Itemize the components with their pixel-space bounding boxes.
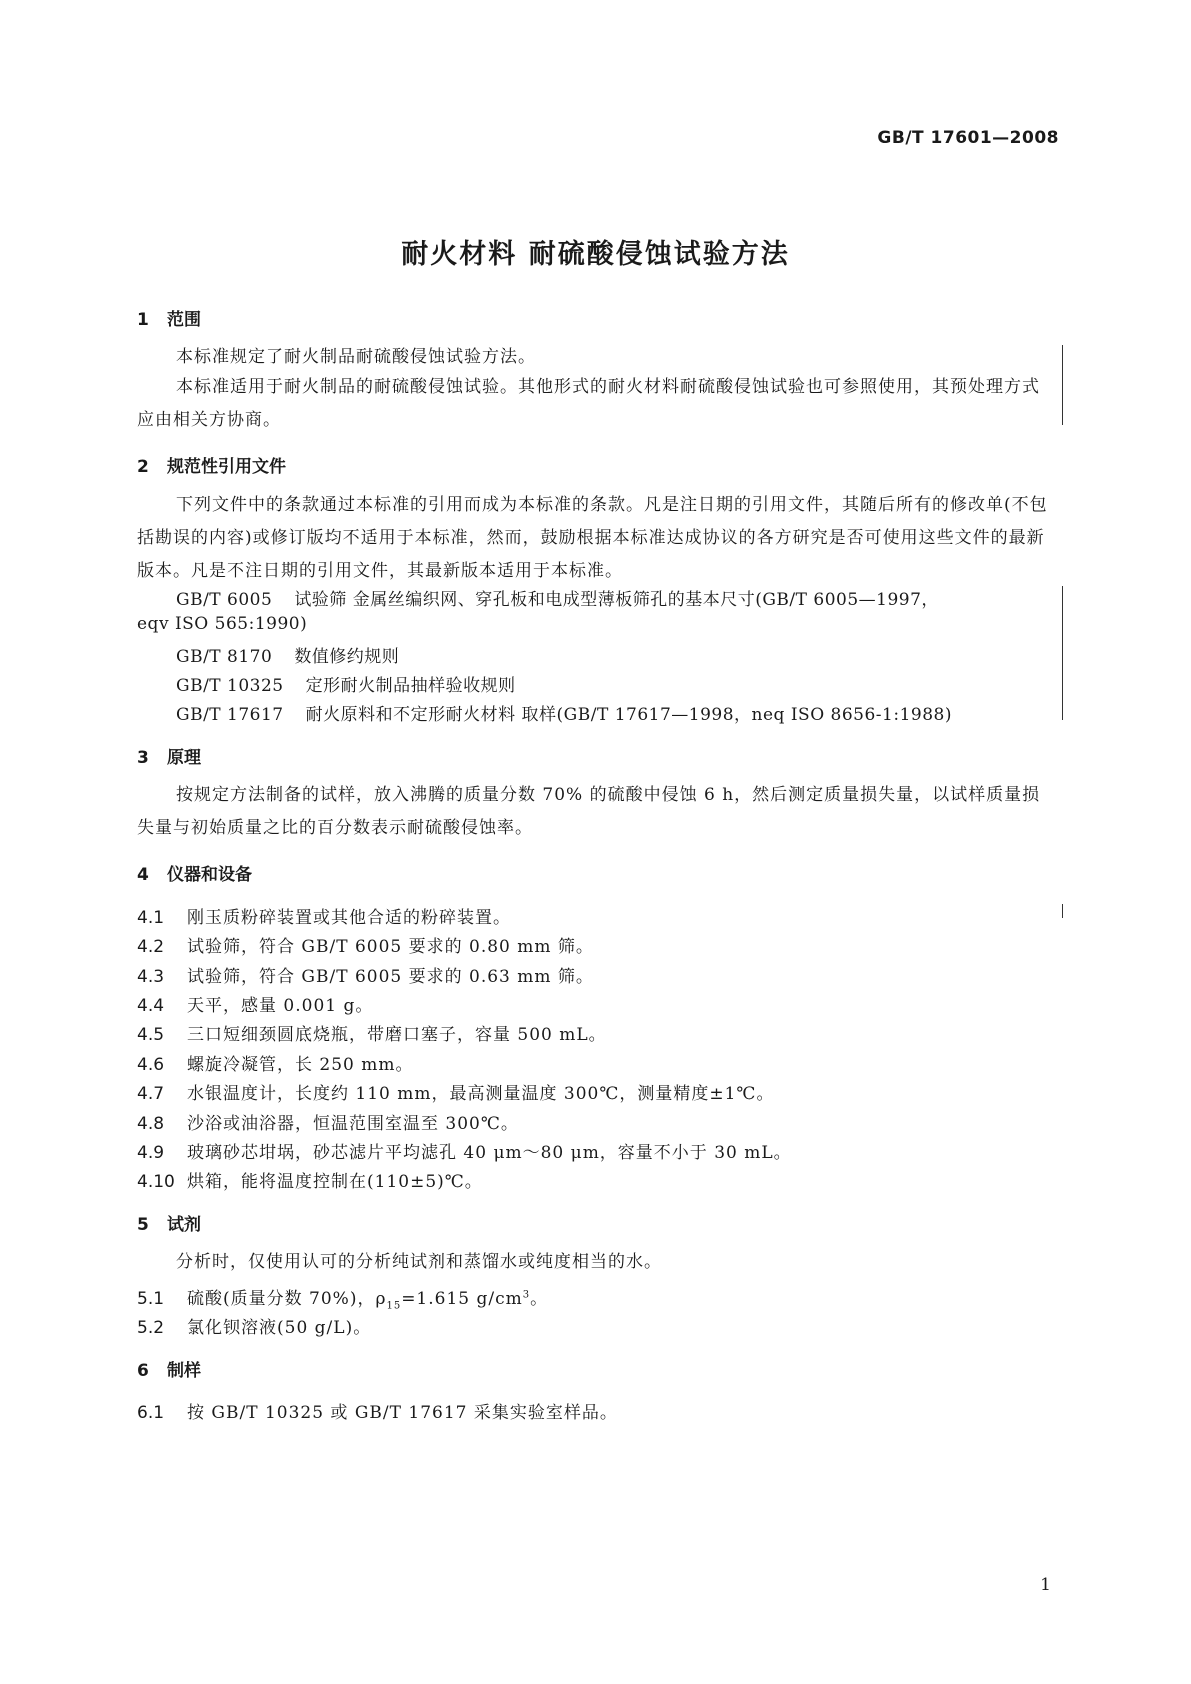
reference-item <box>176 585 939 610</box>
reagent-item <box>137 1313 371 1338</box>
item-text: 硫酸(质量分数 70%)，ρ <box>187 1289 387 1309</box>
unit-superscript: 3 <box>522 1289 531 1301</box>
reference-code: GB/T 6005 <box>176 590 273 610</box>
item-number: 4.8 <box>137 1114 165 1134</box>
section-number: 6 <box>137 1361 149 1381</box>
reference-text: 定形耐火制品抽样验收规则 <box>305 676 516 696</box>
item-text: 。 <box>530 1289 549 1309</box>
section-title: 原理 <box>167 748 201 768</box>
apparatus-item <box>137 932 594 957</box>
page-number: 1 <box>1040 1575 1051 1595</box>
item-number: 4.10 <box>137 1172 175 1192</box>
section-1-heading <box>137 305 201 330</box>
reagent-item <box>137 1284 548 1311</box>
section-title: 规范性引用文件 <box>167 457 286 477</box>
section-number: 2 <box>137 457 149 477</box>
item-text: 烘箱，能将温度控制在(110±5)℃。 <box>187 1172 483 1192</box>
scope-paragraph-1: 本标准规定了耐火制品耐硫酸侵蚀试验方法。 <box>176 347 536 367</box>
item-text: 按 GB/T 10325 或 GB/T 17617 采集实验室样品。 <box>187 1403 618 1423</box>
section-number: 3 <box>137 748 149 768</box>
section-3-heading <box>137 743 201 768</box>
section-4-heading <box>137 860 252 885</box>
item-number: 4.3 <box>137 967 165 987</box>
reference-item <box>176 700 952 725</box>
item-text: 试验筛，符合 GB/T 6005 要求的 0.80 mm 筛。 <box>187 937 594 957</box>
item-text: 试验筛，符合 GB/T 6005 要求的 0.63 mm 筛。 <box>187 967 594 987</box>
item-number: 5.1 <box>137 1289 165 1309</box>
item-text: 刚玉质粉碎装置或其他合适的粉碎装置。 <box>187 908 511 928</box>
apparatus-item <box>137 962 594 987</box>
section-title: 制样 <box>167 1361 201 1381</box>
apparatus-item <box>137 1050 414 1075</box>
item-number: 4.4 <box>137 996 165 1016</box>
reference-item <box>176 671 516 696</box>
item-text: 氯化钡溶液(50 g/L)。 <box>187 1318 372 1338</box>
reagents-paragraph: 分析时，仅使用认可的分析纯试剂和蒸馏水或纯度相当的水。 <box>176 1252 662 1272</box>
item-text: 三口短细颈圆底烧瓶，带磨口塞子，容量 500 mL。 <box>187 1025 607 1045</box>
section-5-heading <box>137 1210 201 1235</box>
reference-code: GB/T 8170 <box>176 647 273 667</box>
item-number: 4.9 <box>137 1143 165 1163</box>
apparatus-item <box>137 903 511 928</box>
section-number: 1 <box>137 310 149 330</box>
item-text: 水银温度计，长度约 110 mm，最高测量温度 300℃，测量精度±1℃。 <box>187 1084 775 1104</box>
reference-code: GB/T 10325 <box>176 676 284 696</box>
standard-number: GB/T 17601—2008 <box>877 128 1059 148</box>
apparatus-item <box>137 1138 792 1163</box>
item-number: 4.1 <box>137 908 165 928</box>
item-text: =1.615 g/cm <box>401 1289 523 1309</box>
item-number: 4.2 <box>137 937 165 957</box>
section-6-heading <box>137 1356 201 1381</box>
item-text: 玻璃砂芯坩埚，砂芯滤片平均滤孔 40 μm～80 μm，容量不小于 30 mL。 <box>187 1143 792 1163</box>
normative-references-intro: 下列文件中的条款通过本标准的引用而成为本标准的条款。凡是注日期的引用文件，其随后所有的修改单(不包括勘误的内容)或修订版均不适用于本标准，然而，鼓励根据本标准达成协议的各方研究是否可使用这些文件的最新版本。凡是不注日期的引用文件，其最新版本适用于本标准。 <box>137 495 1048 581</box>
reference-code: GB/T 17617 <box>176 705 284 725</box>
section-number: 5 <box>137 1215 149 1235</box>
item-text: 螺旋冷凝管，长 250 mm。 <box>187 1055 414 1075</box>
change-bar <box>1062 345 1063 425</box>
change-bar <box>1062 904 1063 918</box>
change-bar <box>1062 586 1063 720</box>
item-number: 4.7 <box>137 1084 165 1104</box>
item-number: 5.2 <box>137 1318 165 1338</box>
section-number: 4 <box>137 865 149 885</box>
sample-prep-item <box>137 1398 618 1423</box>
apparatus-item <box>137 991 373 1016</box>
apparatus-item <box>137 1079 774 1104</box>
section-title: 范围 <box>167 310 201 330</box>
item-number: 4.6 <box>137 1055 165 1075</box>
principle-paragraph: 按规定方法制备的试样，放入沸腾的质量分数 70% 的硫酸中侵蚀 6 h，然后测定质量损失量，以试样质量损失量与初始质量之比的百分数表示耐硫酸侵蚀率。 <box>137 785 1041 838</box>
reference-text: 试验筛 金属丝编织网、穿孔板和电成型薄板筛孔的基本尺寸(GB/T 6005—1997， <box>294 590 939 610</box>
item-number: 6.1 <box>137 1403 165 1423</box>
apparatus-item <box>137 1020 607 1045</box>
item-number: 4.5 <box>137 1025 165 1045</box>
reference-text: 数值修约规则 <box>294 647 400 667</box>
apparatus-item <box>137 1167 483 1192</box>
reference-item-continuation: eqv ISO 565:1990) <box>137 614 308 634</box>
item-text: 沙浴或油浴器，恒温范围室温至 300℃。 <box>187 1114 519 1134</box>
section-title: 仪器和设备 <box>167 865 252 885</box>
reference-text: 耐火原料和不定形耐火材料 取样(GB/T 17617—1998，neq ISO 8656-1:1988) <box>305 705 952 725</box>
reference-item <box>176 642 399 667</box>
item-text: 天平，感量 0.001 g。 <box>187 996 374 1016</box>
document-title: 耐火材料 耐硫酸侵蚀试验方法 <box>401 239 790 270</box>
section-2-heading <box>137 452 286 477</box>
section-title: 试剂 <box>167 1215 201 1235</box>
apparatus-item <box>137 1109 519 1134</box>
scope-paragraph-2: 本标准适用于耐火制品的耐硫酸侵蚀试验。其他形式的耐火材料耐硫酸侵蚀试验也可参照使用，其预处理方式应由相关方协商。 <box>137 377 1040 430</box>
density-subscript: 15 <box>386 1300 402 1312</box>
